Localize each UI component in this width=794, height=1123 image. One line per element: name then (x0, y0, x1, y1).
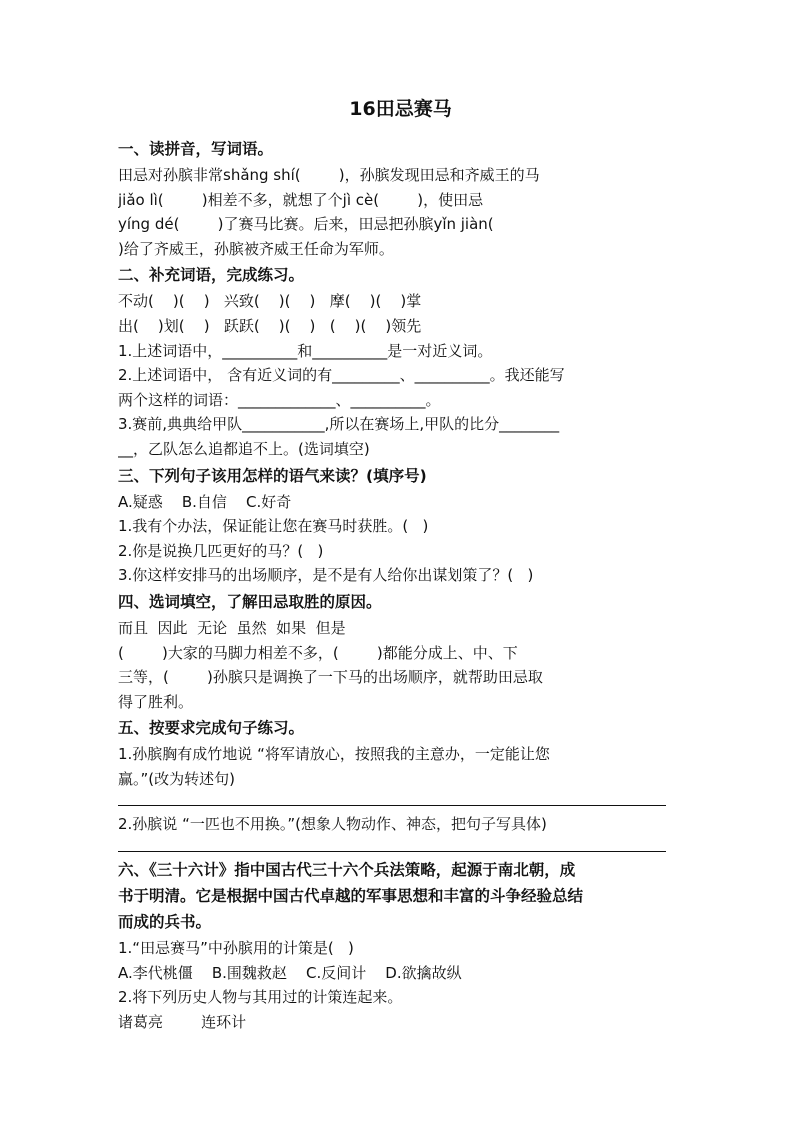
s2-line-3: 1.上述词语中，__________和__________是一对近义词。 (118, 341, 493, 360)
s4-line-1: 而且 因此 无论 虽然 如果 但是 (118, 618, 346, 637)
s2-line-7: __，乙队怎么追都追不上。(选词填空) (118, 439, 370, 458)
s4-line-2: ( )大家的马脚力相差不多，( )都能分成上、中、下 (118, 643, 518, 662)
s1-line-4: )给了齐威王，孙膑被齐威王任命为军师。 (118, 239, 394, 258)
s5-q1-line-1: 1.孙膑胸有成竹地说 “将军请放心，按照我的主意办，一定能让您 (118, 745, 550, 764)
s3-line-2: 1.我有个办法，保证能让您在赛马时获胜。( ) (118, 517, 429, 536)
section-6-heading-line-3: 而成的兵书。 (118, 913, 212, 932)
s4-line-3: 三等，( )孙膑只是调换了一下马的出场顺序，就帮助田忌取 (118, 668, 543, 687)
s2-line-4: 2.上述词语中， 含有近义词的有_________、__________。我还能写 (118, 366, 565, 385)
s1-line-2: jiǎo lì( )相差不多，就想了个jì cè( )，使田忌 (118, 190, 484, 209)
s2-line-1: 不动( )( ) 兴致( )( ) 摩( )( )掌 (118, 292, 422, 311)
worksheet-page (118, 95, 683, 1034)
s2-line-2: 出( )划( ) 跃跃( )( ) ( )( )领先 (118, 316, 422, 335)
s5-q2-line: 2.孙膑说 “一匹也不用换。”(想象人物动作、神态，把句子写具体) (118, 815, 547, 834)
s1-line-3: yíng dé( )了赛马比赛。后来，田忌把孙膑yǐn jiàn( (118, 215, 494, 234)
s2-line-6: 3.赛前,典典给甲队___________,所以在赛场上,甲队的比分________ (118, 415, 560, 434)
s3-line-4: 3.你这样安排马的出场顺序，是不是有人给你出谋划策了？( ) (118, 566, 534, 585)
s6-line-1: 1.“田忌赛马”中孙膑用的计策是( ) (118, 939, 354, 958)
section-1-heading: 一、读拼音，写词语。 (118, 140, 274, 158)
s5-q1-line-2: 赢。”(改为转述句) (118, 769, 235, 788)
section-2-heading: 二、补充词语，完成练习。 (118, 266, 305, 285)
answer-line-2[interactable] (118, 837, 666, 852)
s1-line-1: 田忌对孙膑非常shǎng shí( )，孙膑发现田忌和齐威王的马 (118, 166, 540, 184)
section-6-heading-line-2: 书于明清。它是根据中国古代卓越的军事思想和丰富的斗争经验总结 (118, 887, 584, 906)
section-4-heading: 四、选词填空，了解田忌取胜的原因。 (118, 592, 382, 611)
s6-line-2: A.李代桃僵 B.围魏救赵 C.反间计 D.欲擒故纵 (118, 963, 462, 982)
s4-line-4: 得了胜利。 (118, 692, 194, 711)
s6-line-4: 诸葛亮 连环计 (118, 1012, 247, 1031)
answer-line-1[interactable] (118, 791, 666, 806)
s3-line-3: 2.你是说换几匹更好的马？( ) (118, 541, 324, 560)
s3-line-1: A.疑惑 B.自信 C.好奇 (118, 492, 292, 511)
section-5-heading: 五、按要求完成句子练习。 (118, 719, 305, 738)
section-3-heading: 三、下列句子该用怎样的语气来读？(填序号) (118, 466, 427, 485)
page-title: 16田忌赛马 (349, 98, 452, 120)
s6-line-3: 2.将下列历史人物与其用过的计策连起来。 (118, 988, 403, 1007)
section-6-heading-line-1: 六、《三十六计》指中国古代三十六个兵法策略，起源于南北朝，成 (118, 861, 576, 880)
s2-line-5: 两个这样的词语：_____________、__________。 (118, 390, 441, 409)
